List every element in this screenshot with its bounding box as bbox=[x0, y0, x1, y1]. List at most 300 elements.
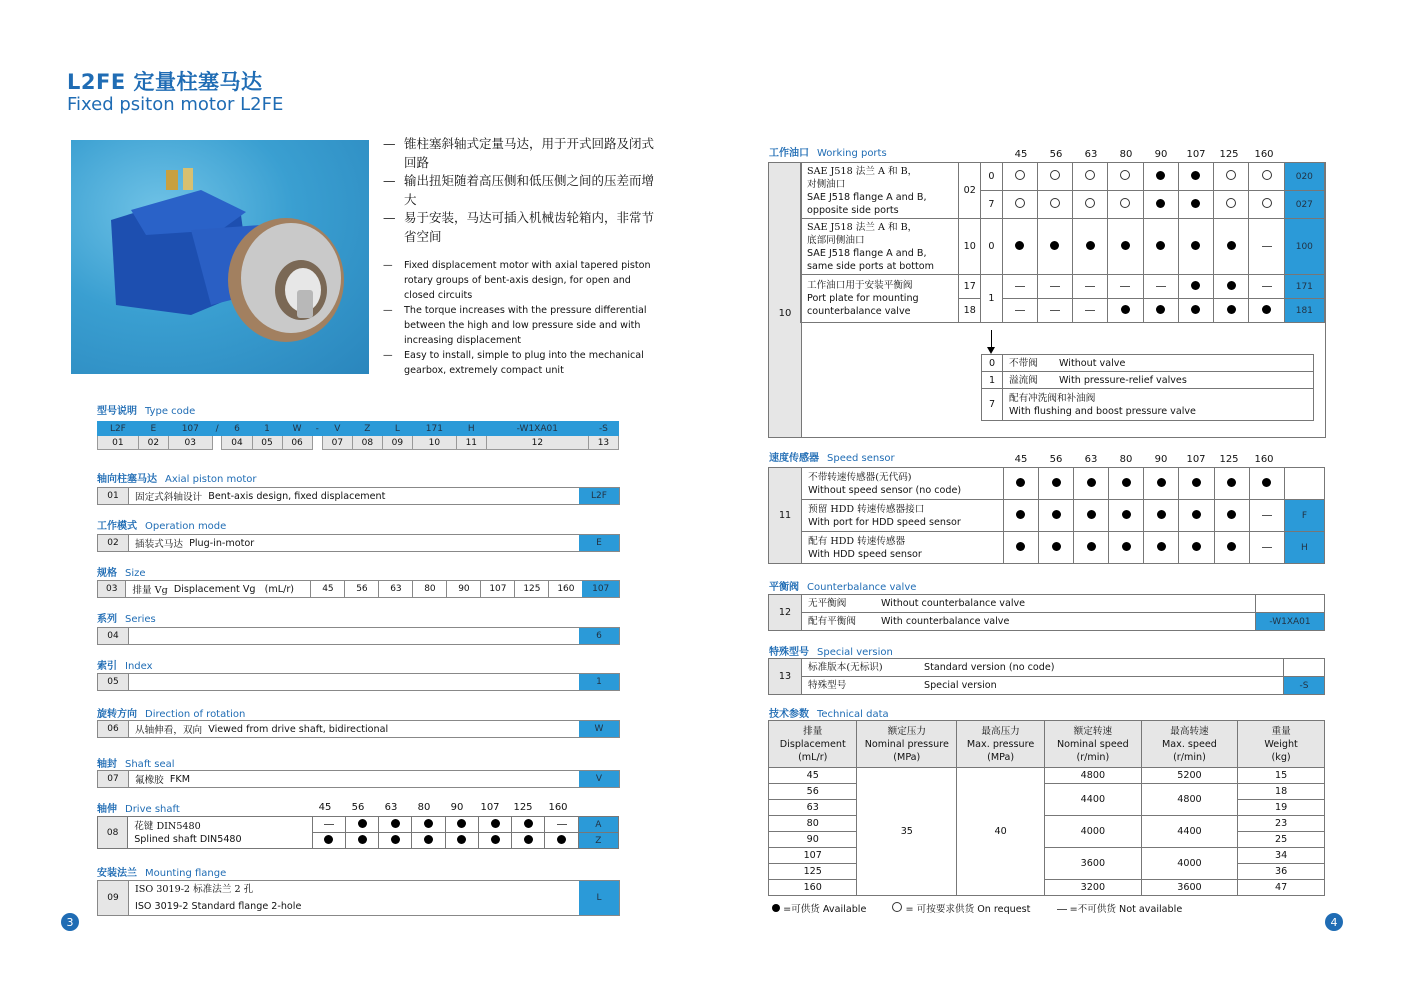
type-code-position: 06 bbox=[282, 436, 312, 450]
unit: (mL/r) bbox=[264, 583, 295, 595]
not-available-dash-icon bbox=[1015, 286, 1025, 287]
available-dot-icon bbox=[1087, 478, 1096, 487]
max-speed-value: 4400 bbox=[1141, 816, 1238, 848]
row-number: 08 bbox=[98, 817, 128, 849]
available-dot-icon bbox=[1227, 510, 1236, 519]
availability-cell bbox=[1109, 468, 1144, 500]
availability-cell bbox=[1214, 191, 1249, 219]
page-number-left: 3 bbox=[61, 913, 79, 931]
row-number: 12 bbox=[769, 595, 802, 631]
speed-sensor-text bbox=[802, 468, 1004, 500]
heading-cn: 安装法兰 bbox=[97, 868, 137, 879]
text-line: SAE J518 法兰 A 和 B， bbox=[807, 165, 918, 177]
type-code-value: -W1XA01 bbox=[486, 422, 588, 436]
max-speed-value: 3600 bbox=[1141, 880, 1238, 896]
row-number: 04 bbox=[98, 628, 129, 644]
heading-en: Working ports bbox=[817, 148, 887, 159]
available-dot-icon bbox=[358, 819, 367, 828]
on-request-circle-icon bbox=[1262, 198, 1272, 208]
available-dot-icon bbox=[491, 835, 500, 844]
availability-cell bbox=[412, 833, 445, 849]
displacement-value: 107 bbox=[769, 848, 857, 864]
availability-cell bbox=[379, 817, 412, 833]
type-code-heading bbox=[97, 402, 195, 417]
text-line: Port plate for mounting bbox=[807, 293, 919, 304]
availability-cell bbox=[545, 833, 578, 849]
available-dot-icon bbox=[491, 819, 500, 828]
type-code-position: 10 bbox=[412, 436, 456, 450]
text-en: Bent-axis design, fixed displacement bbox=[208, 490, 386, 502]
heading-cn: 速度传感器 bbox=[769, 453, 819, 464]
heading-en: Operation mode bbox=[145, 521, 227, 532]
type-code-position bbox=[312, 436, 322, 450]
text-cn: 不带转速传感器(无代码) bbox=[808, 471, 912, 483]
type-code-position bbox=[212, 436, 222, 450]
counterbalance-heading bbox=[769, 578, 916, 593]
counterbalance-row bbox=[769, 613, 1325, 631]
availability-cell bbox=[445, 833, 478, 849]
index-row bbox=[97, 673, 620, 691]
available-dot-icon bbox=[457, 835, 466, 844]
size-header-label: 56 bbox=[1049, 454, 1063, 465]
heading-en: Technical data bbox=[817, 709, 889, 720]
size-header-label: 63 bbox=[384, 802, 398, 813]
technical-header bbox=[857, 721, 957, 768]
port-sub-code: 17 bbox=[959, 275, 981, 299]
not-available-dash-icon bbox=[1262, 286, 1272, 287]
size-header-label: 45 bbox=[1014, 149, 1028, 160]
heading-en: Series bbox=[125, 614, 156, 625]
available-dot-icon bbox=[1156, 305, 1165, 314]
availability-cell bbox=[1214, 275, 1249, 299]
type-code-value: - bbox=[312, 422, 322, 436]
not-available-dash-icon bbox=[1085, 286, 1095, 287]
availability-cell bbox=[1109, 500, 1144, 532]
text-en: Splined shaft DIN5480 bbox=[134, 833, 242, 845]
size-option: 80 bbox=[412, 581, 446, 597]
displacement-value: 125 bbox=[769, 864, 857, 880]
availability-cell bbox=[1108, 299, 1143, 323]
size-header-label: 80 bbox=[1119, 454, 1133, 465]
availability-cell bbox=[1249, 163, 1284, 191]
available-dot-icon bbox=[524, 835, 533, 844]
size-header-label: 45 bbox=[318, 802, 332, 813]
available-dot-icon bbox=[1087, 510, 1096, 519]
available-dot-icon bbox=[1016, 478, 1025, 487]
not-available-dash-icon bbox=[557, 824, 567, 825]
displacement-value: 160 bbox=[769, 880, 857, 896]
text-cn: ISO 3019-2 标准法兰 2 孔 bbox=[135, 884, 254, 895]
index-heading bbox=[97, 657, 153, 672]
availability-cell bbox=[1074, 500, 1109, 532]
heading-cn: 轴向柱塞马达 bbox=[97, 474, 157, 485]
available-dot-icon bbox=[1052, 510, 1061, 519]
text-cn: 插装式马达 bbox=[135, 539, 183, 550]
size-header-label: 63 bbox=[1084, 149, 1098, 160]
available-dot-icon bbox=[1015, 241, 1024, 250]
type-code-value: 107 bbox=[168, 422, 212, 436]
size-header-label: 90 bbox=[1154, 454, 1168, 465]
displacement-value: 63 bbox=[769, 800, 857, 816]
availability-cell bbox=[1002, 275, 1037, 299]
availability-cell bbox=[1073, 191, 1108, 219]
code-cell: -W1XA01 bbox=[1256, 613, 1325, 631]
heading-cn: 技术参数 bbox=[769, 709, 809, 720]
available-dot-icon bbox=[1122, 510, 1131, 519]
nominal-speed-value: 4800 bbox=[1045, 768, 1142, 784]
availability-cell bbox=[1249, 468, 1284, 500]
header-unit: (MPa) bbox=[893, 751, 921, 763]
code-cell bbox=[1284, 468, 1324, 500]
type-code-position: 11 bbox=[456, 436, 486, 450]
speed-sensor-row bbox=[769, 500, 1325, 532]
valve-code: 7 bbox=[981, 191, 1002, 219]
speed-sensor-row bbox=[769, 532, 1325, 564]
technical-header bbox=[1238, 721, 1325, 768]
text-line: 工作油口用于安装平衡阀 bbox=[807, 280, 913, 291]
type-code-value: L2F bbox=[98, 422, 139, 436]
page-title-en: Fixed psiton motor L2FE bbox=[67, 94, 284, 115]
available-dot-icon bbox=[1227, 305, 1236, 314]
feature-cn: — 易于安装，马达可插入机械齿轮箱内，非常节省空间 bbox=[383, 209, 658, 246]
row-number: 11 bbox=[769, 468, 802, 564]
available-dot-icon bbox=[1227, 241, 1236, 250]
available-dot-icon bbox=[557, 835, 566, 844]
text-en: With counterbalance valve bbox=[881, 616, 1010, 627]
technical-row bbox=[769, 784, 1325, 800]
type-code-value: 6 bbox=[222, 422, 252, 436]
heading-cn: 工作油口 bbox=[769, 148, 809, 159]
displacement-value: 56 bbox=[769, 784, 857, 800]
operation-heading bbox=[97, 517, 226, 532]
header-unit: (r/min) bbox=[1173, 751, 1206, 763]
type-code-value: W bbox=[282, 422, 312, 436]
port-sub-code: 18 bbox=[959, 299, 981, 323]
type-code-value: E bbox=[138, 422, 168, 436]
size-header-label: 160 bbox=[1254, 454, 1274, 465]
type-code-position: 13 bbox=[588, 436, 618, 450]
available-dot-icon bbox=[391, 835, 400, 844]
working-port-row bbox=[801, 275, 1325, 299]
size-header-label: 56 bbox=[351, 802, 365, 813]
availability-cell bbox=[1143, 219, 1178, 275]
not-available-dash-icon bbox=[1057, 909, 1067, 910]
availability-cell bbox=[1037, 219, 1072, 275]
valve-code: 0 bbox=[982, 355, 1003, 372]
text-cn: 溢流阀 bbox=[1009, 374, 1038, 386]
on-request-circle-icon bbox=[1085, 198, 1095, 208]
text-cn: 标准版本(无标识) bbox=[808, 662, 883, 673]
type-code-value: / bbox=[212, 422, 222, 436]
technical-header-row bbox=[769, 721, 1325, 768]
availability-cell bbox=[1249, 191, 1284, 219]
availability-cell bbox=[1038, 532, 1073, 564]
page-title-cn: L2FE 定量柱塞马达 bbox=[67, 70, 263, 94]
valve-text bbox=[1003, 372, 1314, 389]
rotation-heading bbox=[97, 705, 245, 720]
heading-en: Type code bbox=[145, 406, 196, 417]
available-dot-icon bbox=[1191, 305, 1200, 314]
not-available-dash-icon bbox=[1262, 515, 1272, 516]
size-header-label: 160 bbox=[548, 802, 568, 813]
not-available-dash-icon bbox=[1050, 310, 1060, 311]
text-en: Viewed from drive shaft, bidirectional bbox=[208, 723, 389, 735]
row-number: 01 bbox=[98, 488, 129, 504]
availability-cell bbox=[1144, 468, 1179, 500]
not-available-dash-icon bbox=[1262, 547, 1272, 548]
code-cell: 107 bbox=[582, 581, 619, 597]
on-request-circle-icon bbox=[1050, 170, 1060, 180]
text-line: SAE J518 法兰 A 和 B， bbox=[807, 221, 918, 233]
weight-value: 19 bbox=[1238, 800, 1325, 816]
type-code-value: -S bbox=[588, 422, 618, 436]
availability-cell bbox=[1074, 532, 1109, 564]
legend-not-available: =不可供货 Not available bbox=[1069, 904, 1183, 915]
header-cn: 最高压力 bbox=[981, 725, 1020, 737]
available-dot-icon bbox=[1050, 241, 1059, 250]
feature-cn: — 锥柱塞斜轴式定量马达，用于开式回路及闭式回路 bbox=[383, 135, 658, 172]
heading-en: Direction of rotation bbox=[145, 709, 246, 720]
available-dot-icon bbox=[424, 835, 433, 844]
series-row bbox=[97, 627, 620, 645]
counterbalance-table bbox=[768, 594, 1325, 631]
heading-cn: 旋转方向 bbox=[97, 709, 137, 720]
text-line: 底部同侧油口 bbox=[807, 234, 865, 246]
counterbalance-text bbox=[802, 595, 1256, 613]
technical-heading bbox=[769, 705, 889, 720]
availability-cell bbox=[1179, 500, 1214, 532]
heading-cn: 型号说明 bbox=[97, 406, 137, 417]
text-en: Displacement Vg bbox=[173, 583, 256, 595]
header-en: Max. speed bbox=[1161, 738, 1217, 750]
counterbalance-row bbox=[769, 595, 1325, 613]
availability-cell bbox=[345, 833, 378, 849]
row-number: 03 bbox=[98, 581, 126, 597]
availability-cell bbox=[1038, 500, 1073, 532]
text-cn: 特殊型号 bbox=[808, 680, 847, 691]
code-cell: 171 bbox=[1284, 275, 1324, 299]
header-unit: (MPa) bbox=[987, 751, 1015, 763]
working-port-row bbox=[801, 163, 1325, 191]
technical-row bbox=[769, 848, 1325, 864]
text-en: Without valve bbox=[1059, 357, 1126, 369]
technical-header bbox=[957, 721, 1045, 768]
availability-cell bbox=[1109, 532, 1144, 564]
code-cell: L2F bbox=[579, 488, 619, 504]
special-text bbox=[802, 677, 1284, 695]
availability-cell bbox=[1143, 299, 1178, 323]
type-code-value: L bbox=[382, 422, 412, 436]
code-cell bbox=[1256, 595, 1325, 613]
code-cell: Z bbox=[578, 833, 618, 849]
row-number: 09 bbox=[98, 881, 129, 915]
drive-shaft-text bbox=[128, 817, 312, 849]
available-dot-icon bbox=[1157, 478, 1166, 487]
text-line: same side ports at bottom bbox=[807, 260, 934, 272]
header-en: Max. pressure bbox=[966, 738, 1035, 750]
technical-header bbox=[1141, 721, 1238, 768]
availability-cell bbox=[445, 817, 478, 833]
working-ports-heading bbox=[769, 144, 887, 159]
row-number: 10 bbox=[778, 308, 792, 319]
axial-heading bbox=[97, 470, 257, 485]
hydraulic-motor-photo bbox=[71, 140, 369, 374]
text-en: With port for HDD speed sensor bbox=[808, 516, 961, 528]
availability-cell bbox=[379, 833, 412, 849]
type-code-position: 12 bbox=[486, 436, 588, 450]
header-en: Nominal speed bbox=[1057, 738, 1129, 750]
code-cell bbox=[1284, 659, 1325, 677]
size-option: 125 bbox=[514, 581, 548, 597]
heading-cn: 规格 bbox=[97, 568, 117, 579]
availability-cell bbox=[512, 833, 545, 849]
legend-available: =可供货 Available bbox=[783, 904, 867, 915]
available-dot-icon bbox=[1192, 510, 1201, 519]
max-speed-value: 4800 bbox=[1141, 784, 1238, 816]
working-ports-num-col bbox=[769, 163, 802, 437]
size-header-label: 90 bbox=[1154, 149, 1168, 160]
feature-en: — Easy to install, simple to plug into the mechanical gearbox, extremely compact unit bbox=[383, 348, 658, 378]
counterbalance-text bbox=[802, 613, 1256, 631]
nominal-pressure-value: 35 bbox=[857, 768, 957, 896]
available-dot-icon bbox=[1191, 241, 1200, 250]
on-request-circle-icon bbox=[1085, 170, 1095, 180]
text-en: ISO 3019-2 Standard flange 2-hole bbox=[135, 901, 302, 912]
available-dot-icon bbox=[1016, 510, 1025, 519]
code-cell: E bbox=[579, 535, 619, 551]
valve-code: 0 bbox=[981, 163, 1002, 191]
drive-shaft-row bbox=[98, 817, 619, 833]
availability-cell bbox=[1037, 299, 1072, 323]
size-header-label: 56 bbox=[1049, 149, 1063, 160]
speed-sensor-row bbox=[769, 468, 1325, 500]
text-en: With HDD speed sensor bbox=[808, 548, 922, 560]
text-cn: 花键 DIN5480 bbox=[134, 820, 201, 832]
technical-row bbox=[769, 768, 1325, 784]
text-en: Special version bbox=[924, 680, 997, 691]
available-dot-icon bbox=[1122, 542, 1131, 551]
text-cn: 配有冲洗阀和补油阀 bbox=[1009, 392, 1096, 404]
max-pressure-value: 40 bbox=[957, 768, 1045, 896]
size-header-label: 107 bbox=[1186, 149, 1206, 160]
text-en: Without counterbalance valve bbox=[881, 598, 1026, 609]
type-code-value: 171 bbox=[412, 422, 456, 436]
availability-cell bbox=[1003, 468, 1038, 500]
availability-cell bbox=[1037, 191, 1072, 219]
available-dot-icon bbox=[1191, 281, 1200, 290]
row-number: 13 bbox=[769, 659, 802, 695]
availability-cell bbox=[1249, 500, 1284, 532]
code-cell: H bbox=[1284, 532, 1324, 564]
availability-cell bbox=[412, 817, 445, 833]
header-unit: (mL/r) bbox=[798, 751, 828, 763]
seal-heading bbox=[97, 755, 175, 770]
size-header-label: 90 bbox=[450, 802, 464, 813]
type-code-position: 05 bbox=[252, 436, 282, 450]
text-cn: 固定式斜轴设计 bbox=[135, 492, 203, 503]
speed-sensor-table bbox=[768, 467, 1325, 564]
code-cell: V bbox=[579, 771, 619, 787]
size-header-label: 80 bbox=[417, 802, 431, 813]
availability-cell bbox=[1179, 468, 1214, 500]
heading-en: Speed sensor bbox=[827, 453, 895, 464]
availability-cell bbox=[1037, 275, 1072, 299]
heading-en: Special version bbox=[817, 647, 893, 658]
special-table bbox=[768, 658, 1325, 695]
on-request-circle-icon bbox=[1120, 170, 1130, 180]
heading-cn: 索引 bbox=[97, 661, 117, 672]
text-line: opposite side ports bbox=[807, 204, 899, 216]
valve-code: 7 bbox=[982, 389, 1003, 421]
size-header-label: 80 bbox=[1119, 149, 1133, 160]
axial-row bbox=[97, 487, 620, 505]
availability-cell bbox=[478, 817, 511, 833]
operation-row bbox=[97, 534, 620, 552]
availability-cell bbox=[1143, 275, 1178, 299]
valve-row bbox=[982, 372, 1314, 389]
technical-row bbox=[769, 816, 1325, 832]
heading-en: Shaft seal bbox=[125, 759, 175, 770]
weight-value: 47 bbox=[1238, 880, 1325, 896]
availability-cell bbox=[312, 817, 345, 833]
header-cn: 额定压力 bbox=[887, 725, 926, 737]
code-cell: 100 bbox=[1284, 219, 1324, 275]
header-en: Nominal pressure bbox=[864, 738, 949, 750]
nominal-speed-value: 3200 bbox=[1045, 880, 1142, 896]
availability-cell bbox=[1178, 163, 1213, 191]
heading-cn: 平衡阀 bbox=[769, 582, 799, 593]
row-number: 06 bbox=[98, 721, 129, 737]
availability-cell bbox=[1037, 163, 1072, 191]
text-cn: 配有 HDD 转速传感器 bbox=[808, 535, 906, 547]
speed-sensor-heading bbox=[769, 449, 895, 464]
code-cell: 027 bbox=[1284, 191, 1324, 219]
working-port-text bbox=[801, 163, 959, 219]
available-dot-icon bbox=[772, 904, 780, 912]
size-header-label: 63 bbox=[1084, 454, 1098, 465]
size-row bbox=[97, 580, 620, 598]
availability-cell bbox=[1002, 163, 1037, 191]
weight-value: 25 bbox=[1238, 832, 1325, 848]
header-unit: (kg) bbox=[1271, 751, 1291, 763]
available-dot-icon bbox=[1191, 199, 1200, 208]
availability-cell bbox=[1144, 532, 1179, 564]
availability-cell bbox=[1249, 532, 1284, 564]
available-dot-icon bbox=[1156, 241, 1165, 250]
not-available-dash-icon bbox=[1156, 286, 1166, 287]
weight-value: 36 bbox=[1238, 864, 1325, 880]
availability-cell bbox=[1214, 532, 1249, 564]
availability-cell bbox=[1249, 219, 1284, 275]
arrow-down-icon bbox=[987, 347, 995, 354]
availability-cell bbox=[312, 833, 345, 849]
displacement-value: 90 bbox=[769, 832, 857, 848]
available-dot-icon bbox=[1262, 478, 1271, 487]
code-cell: 181 bbox=[1284, 299, 1324, 323]
type-code-value: V bbox=[322, 422, 352, 436]
valve-text bbox=[1003, 389, 1314, 421]
on-request-circle-icon bbox=[1226, 198, 1236, 208]
heading-en: Counterbalance valve bbox=[807, 582, 917, 593]
availability-cell bbox=[1073, 275, 1108, 299]
working-ports-table bbox=[800, 162, 1325, 323]
not-available-dash-icon bbox=[324, 824, 334, 825]
not-available-dash-icon bbox=[1085, 310, 1095, 311]
code-cell: A bbox=[578, 817, 618, 833]
flange-row bbox=[97, 880, 620, 916]
on-request-circle-icon bbox=[1015, 170, 1025, 180]
availability-cell bbox=[1214, 219, 1249, 275]
